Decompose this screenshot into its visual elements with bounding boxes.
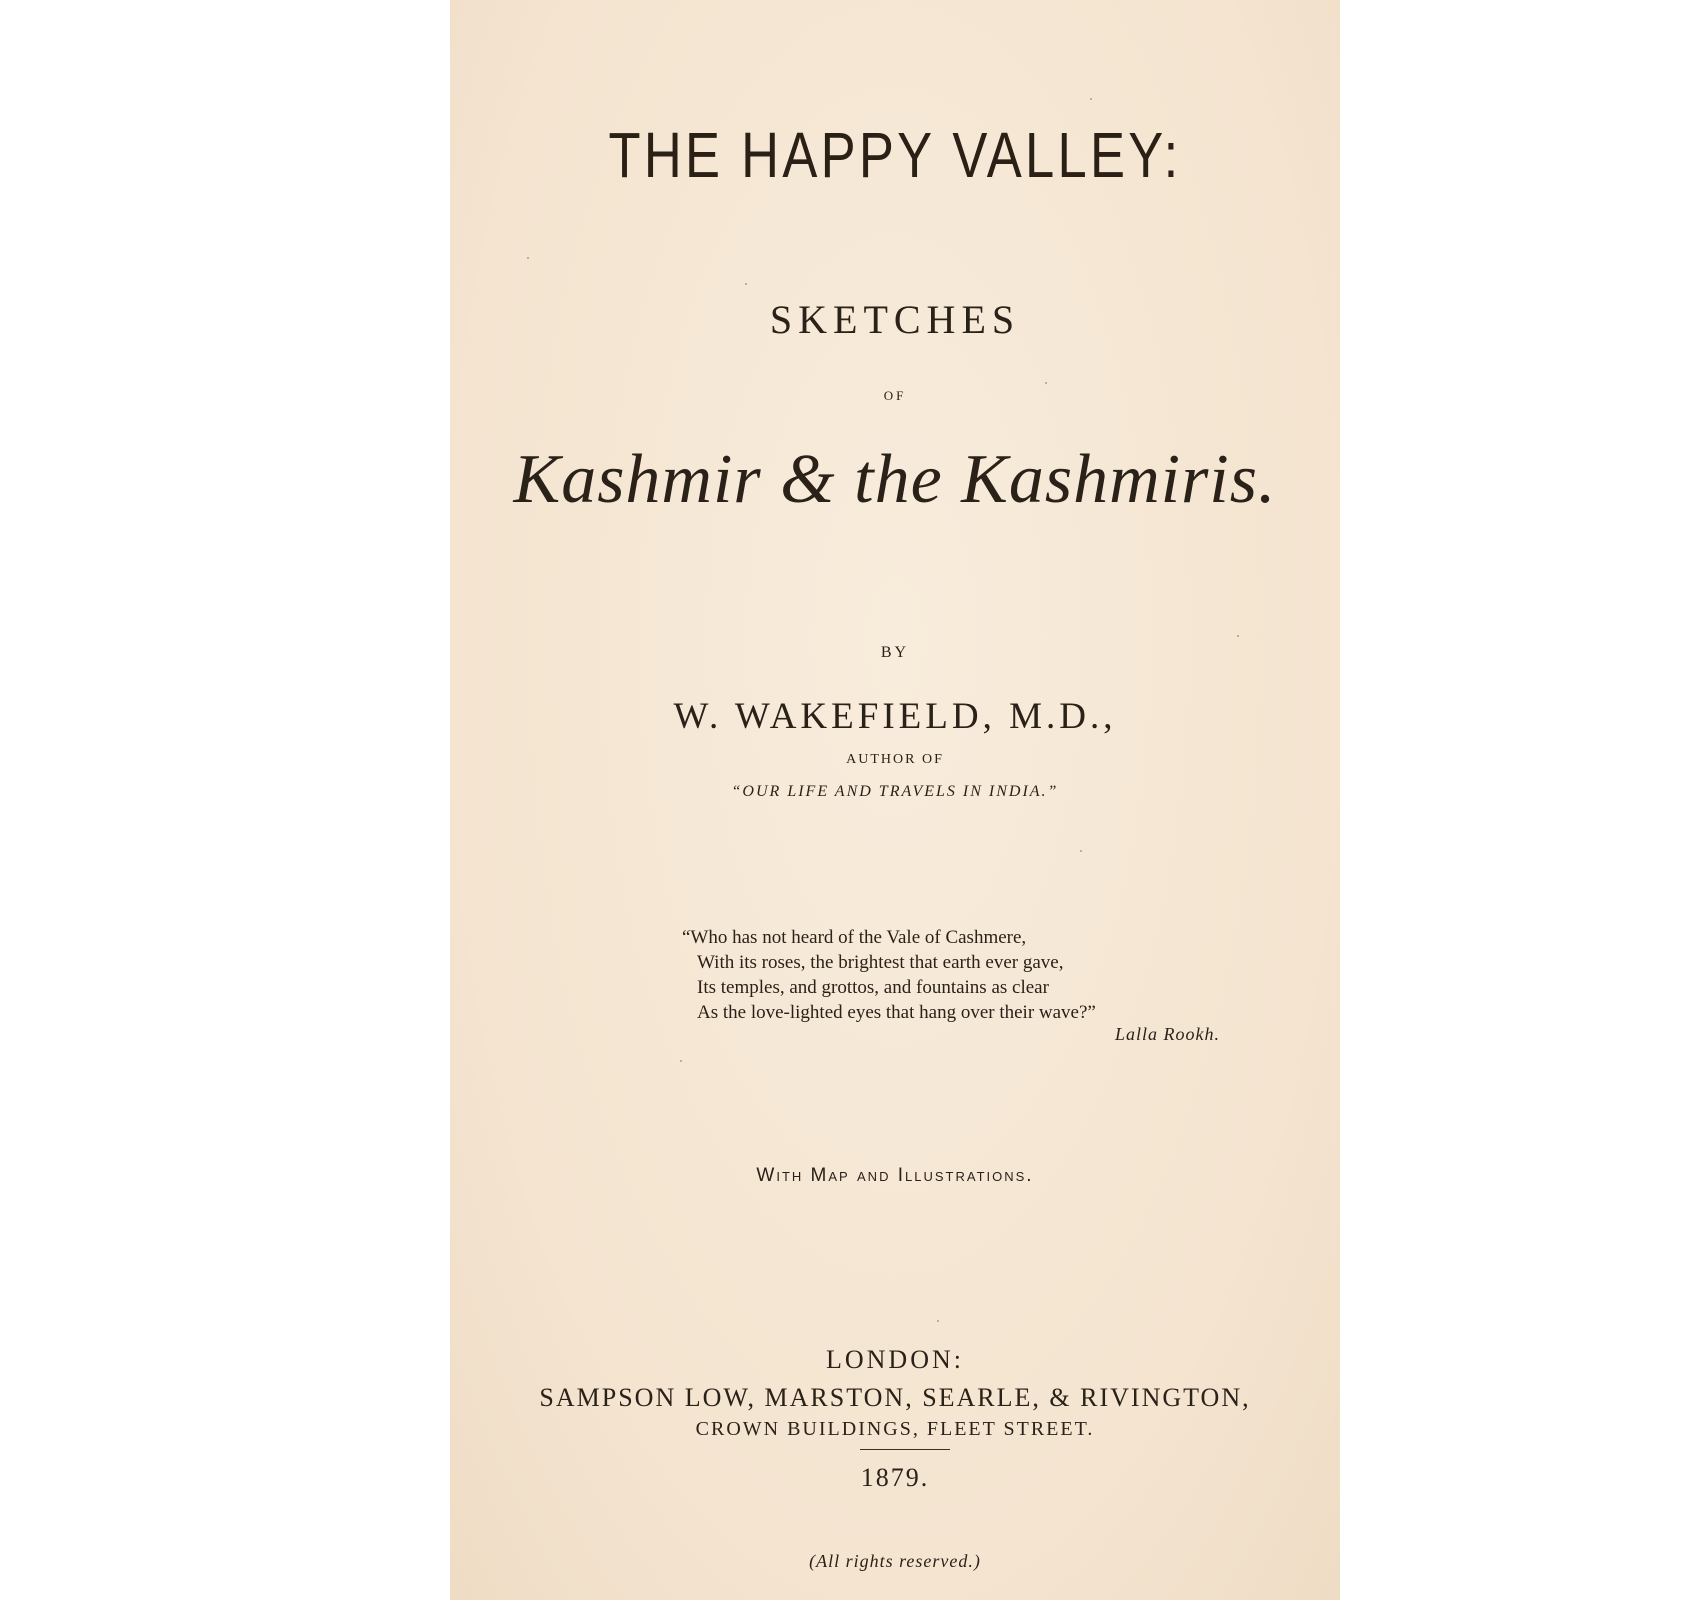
imprint-publisher: SAMPSON LOW, MARSTON, SEARLE, & RIVINGTON, [539,1383,1251,1412]
paper-speck [680,1060,682,1062]
epigraph-line: “Who has not heard of the Vale of Cashmere, [682,927,1027,948]
book-title: THE HAPPY VALLEY: [608,119,1182,191]
paper-speck [1237,635,1239,637]
imprint-rule [860,1449,950,1450]
imprint-address: CROWN BUILDINGS, FLEET STREET. [695,1418,1095,1440]
paper-speck [1080,850,1082,852]
title-page [450,0,1340,1600]
paper-speck [1090,98,1092,100]
subtitle-sketches: SKETCHES [769,297,1021,342]
imprint-city: LONDON: [826,1345,964,1374]
epigraph-line: Its temples, and grottos, and fountains as clear [697,977,1049,998]
illustrations-note: With Map and Illustrations. [756,1165,1034,1186]
rights-notice: (All rights reserved.) [809,1551,981,1571]
subtitle-main: Kashmir & the Kashmiris. [513,441,1277,518]
subtitle-of: OF [883,388,907,403]
paper-speck [1045,382,1047,384]
paper-speck [745,283,747,285]
byline-label: BY [880,644,910,661]
author-name: W. WAKEFIELD, M.D., [673,696,1117,737]
previous-work-title: “OUR LIFE AND TRAVELS IN INDIA.” [731,783,1059,800]
paper-speck [527,257,529,259]
imprint-year: 1879. [860,1463,930,1492]
author-of-label: AUTHOR OF [846,752,944,767]
epigraph-line: As the love-lighted eyes that hang over their wave?” [697,1002,1096,1023]
epigraph-line: With its roses, the brightest that earth ever gave, [697,952,1064,973]
paper-speck [937,1320,939,1322]
epigraph-source: Lalla Rookh. [1115,1024,1220,1044]
epigraph [682,925,1096,1025]
